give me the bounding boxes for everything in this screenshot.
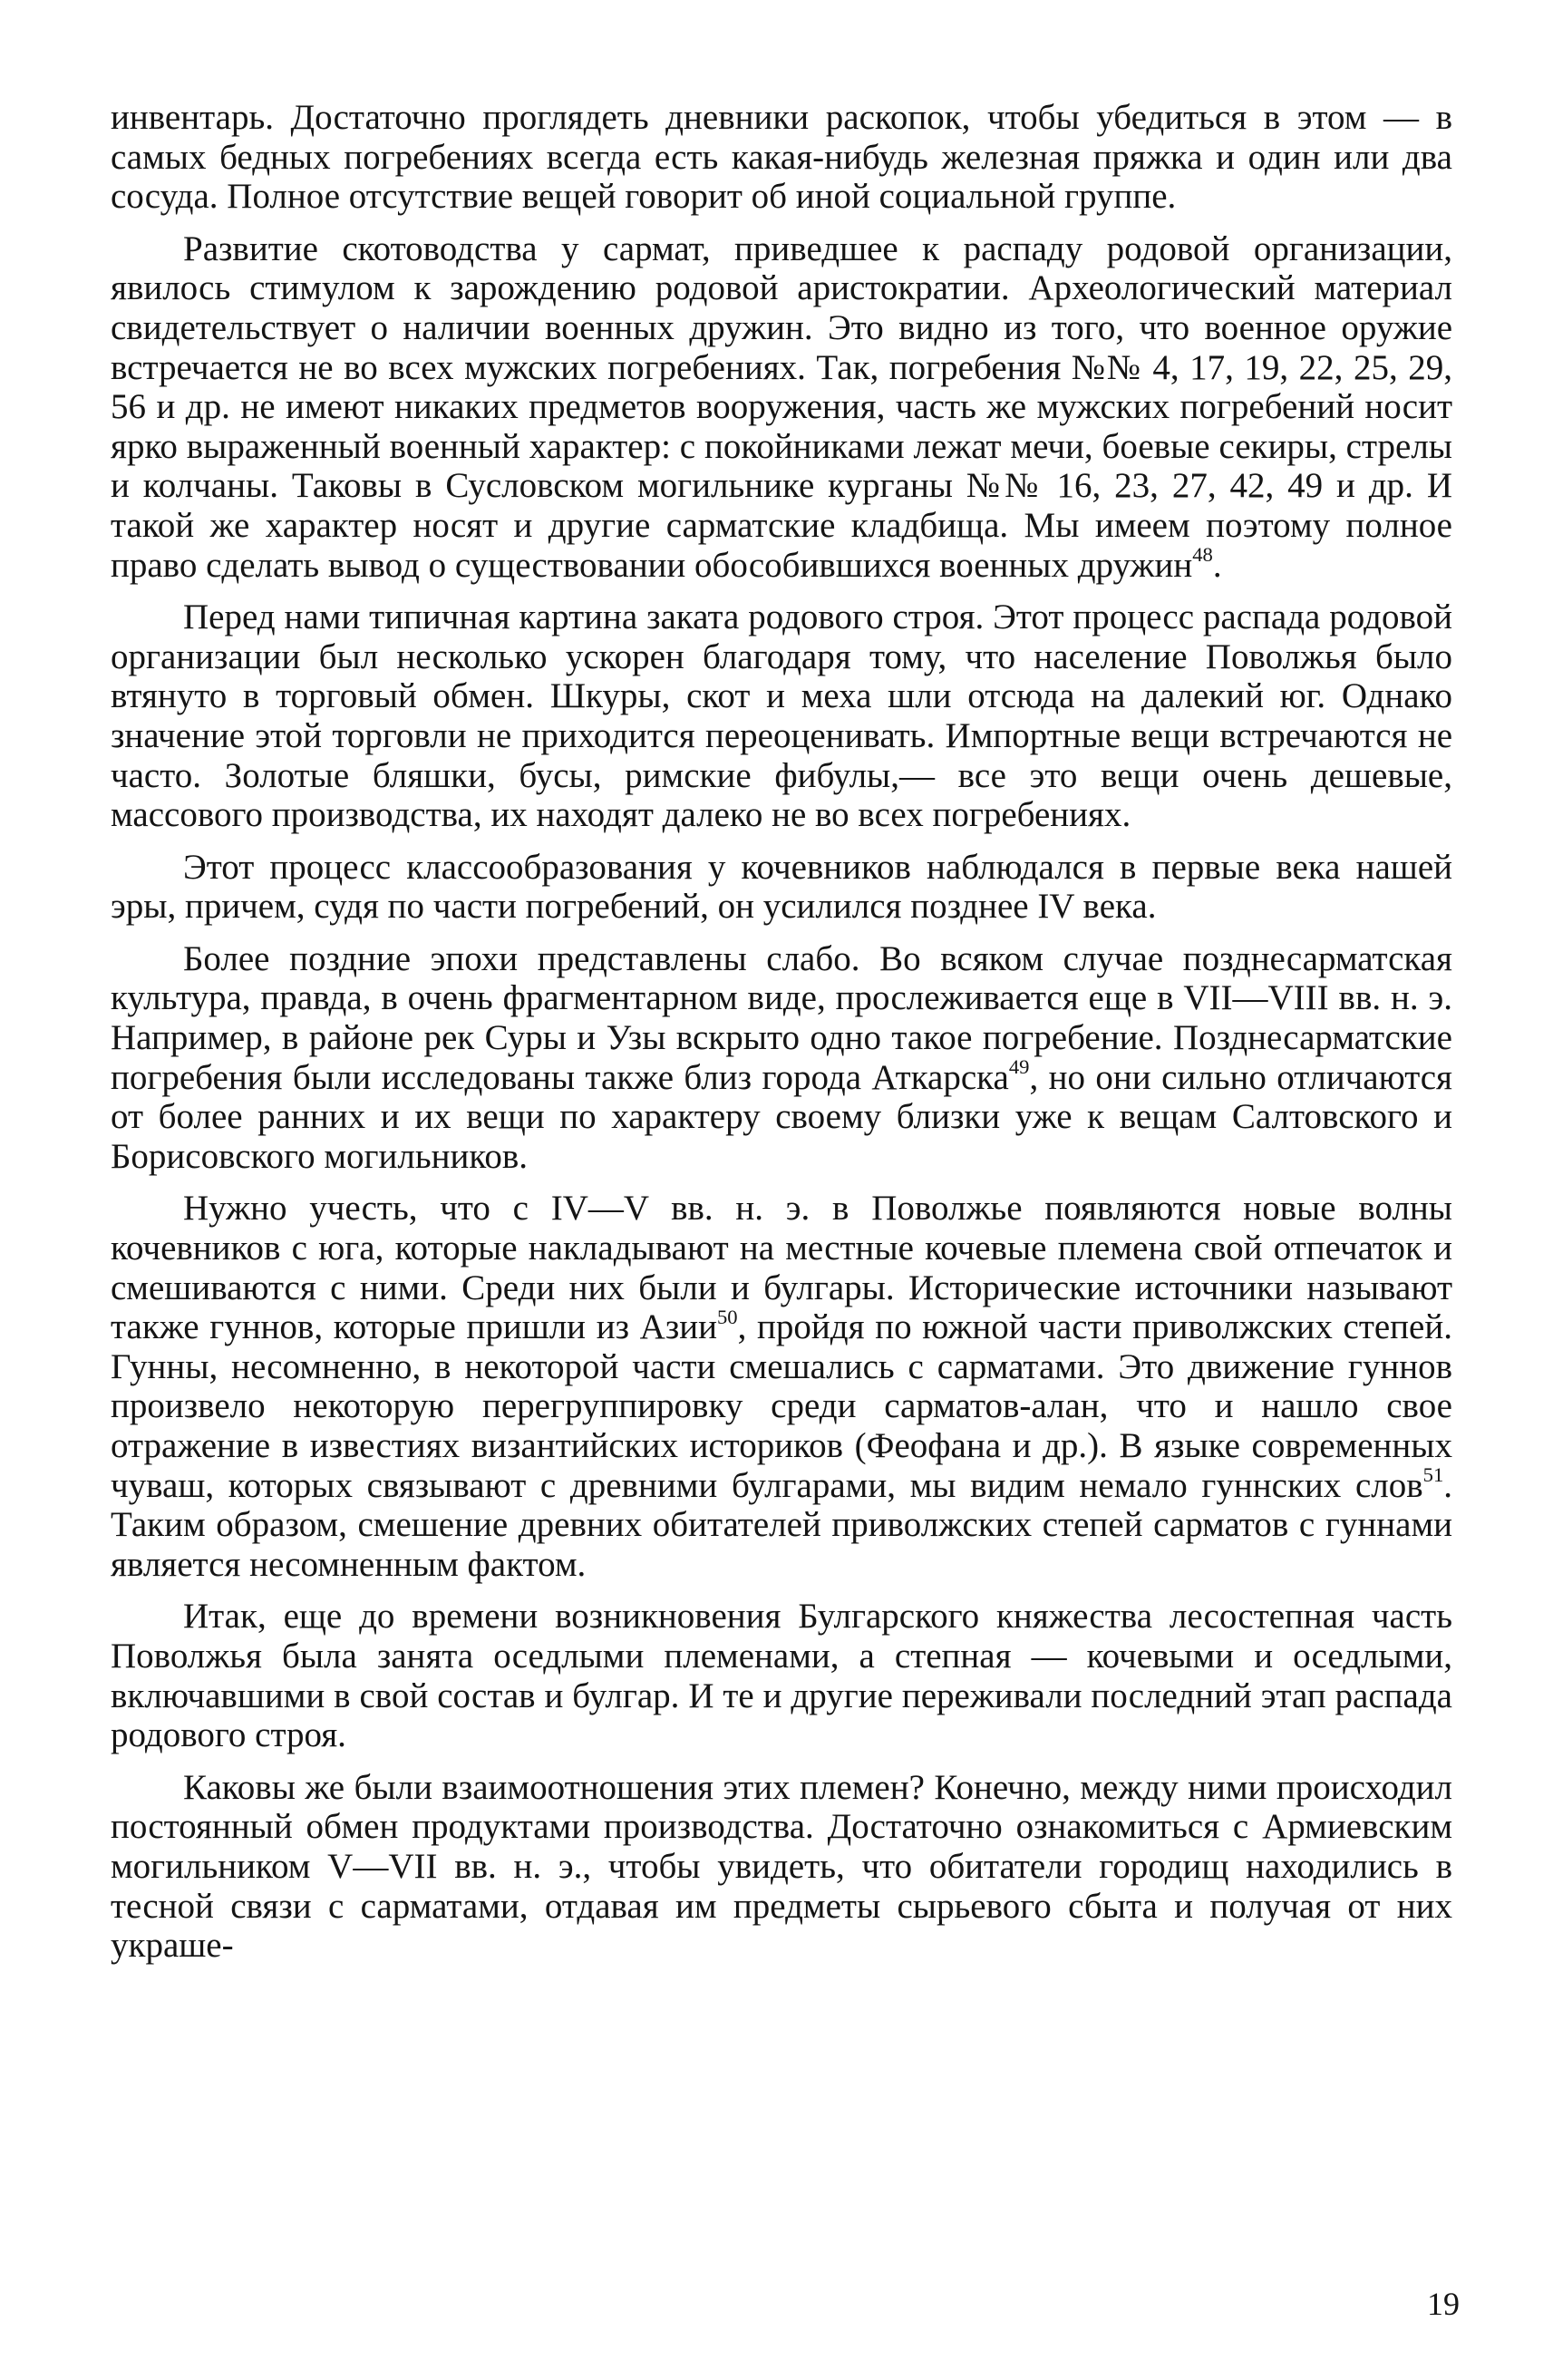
text-run: , пройдя по южной части приволжских степей. Гунны, несомненно, в некоторой части смешались с сарматами. Это движение гуннов произвело некоторую перегруппировку среди сарматов-алан, что и нашло свое отражение в известиях византийских историков (Феофана и др.). В языке современных чуваш, которых связывают с древними булгарами, мы видим немало гуннских слов	[111, 1307, 1452, 1505]
paragraph-3	[111, 597, 1452, 835]
footnote-ref: 51	[1422, 1463, 1444, 1487]
page-number: 19	[1427, 2286, 1460, 2322]
text-run: инвентарь. Достаточно проглядеть дневники раскопок, чтобы убедиться в этом — в самых бедных погребениях всегда есть какая-нибудь железная пряжка и один или два сосуда. Полное отсутствие вещей говорит об иной социальной группе.	[111, 98, 1452, 217]
paragraph-5	[111, 939, 1452, 1177]
footnote-ref: 49	[1008, 1055, 1030, 1079]
paragraph-6	[111, 1189, 1452, 1584]
paragraph-8	[111, 1768, 1452, 1966]
paragraph-2	[111, 229, 1452, 585]
text-run: Итак, еще до времени возникновения Булгарского княжества лесостепная часть Поволжья была занята оседлыми племенами, а степная — кочевыми и оседлыми, включавшими в свой состав и булгар. И те и другие переживали последний этап распада родового строя.	[111, 1597, 1452, 1755]
paragraph-4	[111, 848, 1452, 927]
text-run: Перед нами типичная картина заката родового строя. Этот процесс распада родовой организации был несколько ускорен благодаря тому, что население Поволжья было втянуто в торговый обмен. Шкуры, скот и меха шли отсюда на далекий юг. Однако значение этой торговли не приходится переоценивать. Импортные вещи встречаются не часто. Золотые бляшки, бусы, римские фибулы,— все это вещи очень дешевые, массового производства, их находят далеко не во всех погребениях.	[111, 597, 1452, 835]
text-run: . Таким образом, смешение древних обитателей приволжских степей сарматов с гуннами является несомненным фактом.	[111, 1465, 1452, 1584]
text-run: , но они сильно отличаются от более ранних и их вещи по характеру своему близки уже к вещам Салтовского и Борисовского могильников.	[111, 1057, 1452, 1176]
text-run: Этот процесс классообразования у кочевников наблюдался в первые века нашей эры, причем, судя по части погребений, он усилился позднее IV века.	[111, 847, 1452, 927]
paragraph-7	[111, 1597, 1452, 1754]
text-run: Каковы же были взаимоотношения этих племен? Конечно, между ними происходил постоянный обмен продуктами производства. Достаточно ознакомиться с Армиевским могильником V—VII вв. н. э., чтобы увидеть, что обитатели городищ находились в тесной связи с сарматами, отдавая им предметы сырьевого сбыта и получая от них украше-	[111, 1767, 1452, 1966]
footnote-ref: 48	[1192, 543, 1213, 567]
paragraph-1	[111, 98, 1452, 217]
text-run: Развитие скотоводства у сармат, приведшее к распаду родовой организации, явилось стимулом к зарождению родовой аристократии. Археологический материал свидетельствует о наличии военных дружин. Это видно из того, что военное оружие встречается не во всех мужских погребениях. Так, погребения №№ 4, 17, 19, 22, 25, 29, 56 и др. не имеют никаких предметов вооружения, часть же мужских погребений носит ярко выраженный военный характер: с покойниками лежат мечи, боевые секиры, стрелы и колчаны. Таковы в Сусловском могильнике курганы №№ 16, 23, 27, 42, 49 и др. И такой же характер носят и другие сарматские кладбища. Мы имеем поэтому полное право сделать вывод о существовании обособившихся военных дружин	[111, 228, 1452, 585]
footnote-ref: 50	[717, 1305, 738, 1328]
text-run: Нужно учесть, что с IV—V вв. н. э. в Поволжье появляются новые волны кочевников с юга, которые накладывают на местные кочевые племена свой отпечаток и смешиваются с ними. Среди них были и булгары. Исторические источники называют также гуннов, которые пришли из Азии	[111, 1189, 1452, 1347]
page-body	[111, 98, 1452, 1978]
text-run: Более поздние эпохи представлены слабо. Во всяком случае позднесарматская культура, правда, в очень фрагментарном виде, прослеживается еще в VII—VIII вв. н. э. Например, в районе рек Суры и Узы вскрыто одно такое погребение. Позднесарматские погребения были исследованы также близ города Аткарска	[111, 938, 1452, 1097]
text-run: .	[1212, 545, 1222, 585]
